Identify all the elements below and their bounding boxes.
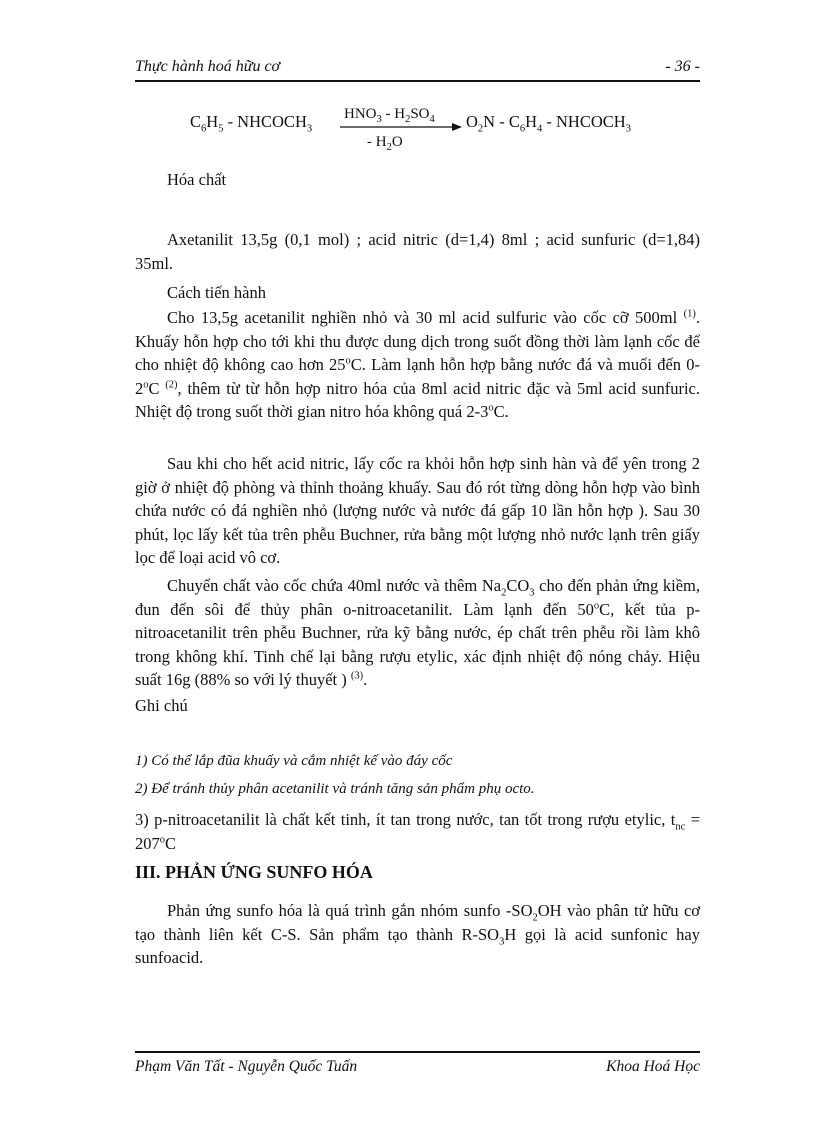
- procedure-paragraph-1: Cho 13,5g acetanilit nghiền nhỏ và 30 ml acid sulfuric vào cốc cỡ 500ml $^{(1)}$. Khuấy hỗn hợp cho tới khi thu được dung dịch trong suốt đồng thời làm lạnh cốc để cho nhiệt độ không cao hơn 25$^o$C. Làm lạnh hỗn hợp bằng nước đá và muối đến 0-2$^o$C $^{(2)}$, thêm từ từ hỗn hợp nitro hóa của 8ml acid nitric đặc và 5ml acid sunfuric. Nhiệt độ trong suốt thời gian nitro hóa không quá 2-3$^o$C.: [135, 308, 700, 421]
- equation-reagent-bottom: - $H_2O$: [367, 134, 403, 153]
- note-2: 2) Để tránh thủy phân acetanilit và tránh tăng sản phẩm phụ octo.: [135, 781, 535, 797]
- header-page-number: - 36 -: [665, 58, 700, 75]
- notes-title: Ghi chú: [135, 696, 188, 715]
- procedure-paragraph-3: Chuyển chất vào cốc chứa 40ml nước và thêm $Na_2CO_3$ cho đến phản ứng kiềm, đun đến sôi để thủy phân o-nitroacetanilit. Làm lạnh đến 50$^o$C, kết tủa p-nitroacetanilit trên phễu Buchner, rửa kỹ bằng nước, ép chất trên phễu rồi làm khô trong không khí. Tinh chế lại bằng rượu etylic, xác định nhiệt độ nóng chảy. Hiệu suất 16g (88% so với lý thuyết ) $^{(3)}$.: [135, 576, 700, 689]
- header-rule: [135, 80, 700, 82]
- chemicals-title: Hóa chất: [167, 170, 227, 189]
- equation-reagent-top: $HNO_3 - H_2SO_4$: [344, 106, 435, 125]
- equation-reactant: $C_6H_5$ - $NHCOCH_3$: [190, 112, 313, 135]
- chemicals-text: Axetanilit 13,5g (0,1 mol) ; acid nitric (d=1,4) 8ml ; acid sunfuric (d=1,84) 35ml.: [135, 230, 700, 273]
- footer-rule: [135, 1051, 700, 1053]
- procedure-paragraph-2: Sau khi cho hết acid nitric, lấy cốc ra khỏi hỗn hợp sinh hàn và để yên trong 2 giờ ở nhiệt độ phòng và thỉnh thoảng khuấy. Sau đó rót từng dòng hỗn hợp vào bình chứa nước có đá nghiền nhỏ (lượng nước và nước đá gấp 10 lần hỗn hợp ). Sau 30 phút, lọc lấy kết tủa trên phễu Buchner, rửa bằng một lượng nhỏ nước lạnh trên giấy lọc để loại acid vô cơ.: [135, 454, 700, 567]
- footer-authors: Phạm Văn Tất - Nguyễn Quốc Tuấn: [135, 1058, 358, 1075]
- page-footer: [135, 1058, 700, 1080]
- equation-product: $O_2N - C_6H_4$ - $NHCOCH_3$: [466, 112, 631, 135]
- section-heading-3: III. PHẢN ỨNG SUNFO HÓA: [135, 862, 373, 882]
- page-header: [135, 58, 700, 80]
- footer-department: Khoa Hoá Học: [606, 1058, 700, 1075]
- reaction-equation: [0, 106, 816, 154]
- sulfonation-paragraph: Phản ứng sunfo hóa là quá trình gắn nhóm sunfo $-SO_2OH$ vào phân tử hữu cơ tạo thành liên kết C-S. Sản phẩm tạo thành $R-SO_3H$ gọi là acid sunfonic hay sunfoacid.: [135, 901, 700, 967]
- note-1: 1) Có thể lắp đũa khuấy và cắm nhiệt kế vào đáy cốc: [135, 753, 453, 769]
- header-title: Thực hành hoá hữu cơ: [135, 58, 281, 75]
- reaction-arrow: [340, 122, 462, 132]
- note-3: 3) p-nitroacetanilit là chất kết tinh, ít tan trong nước, tan tốt trong rượu etylic, $t_{nc} = 207^oC$: [135, 810, 700, 853]
- procedure-title: Cách tiến hành: [167, 283, 266, 302]
